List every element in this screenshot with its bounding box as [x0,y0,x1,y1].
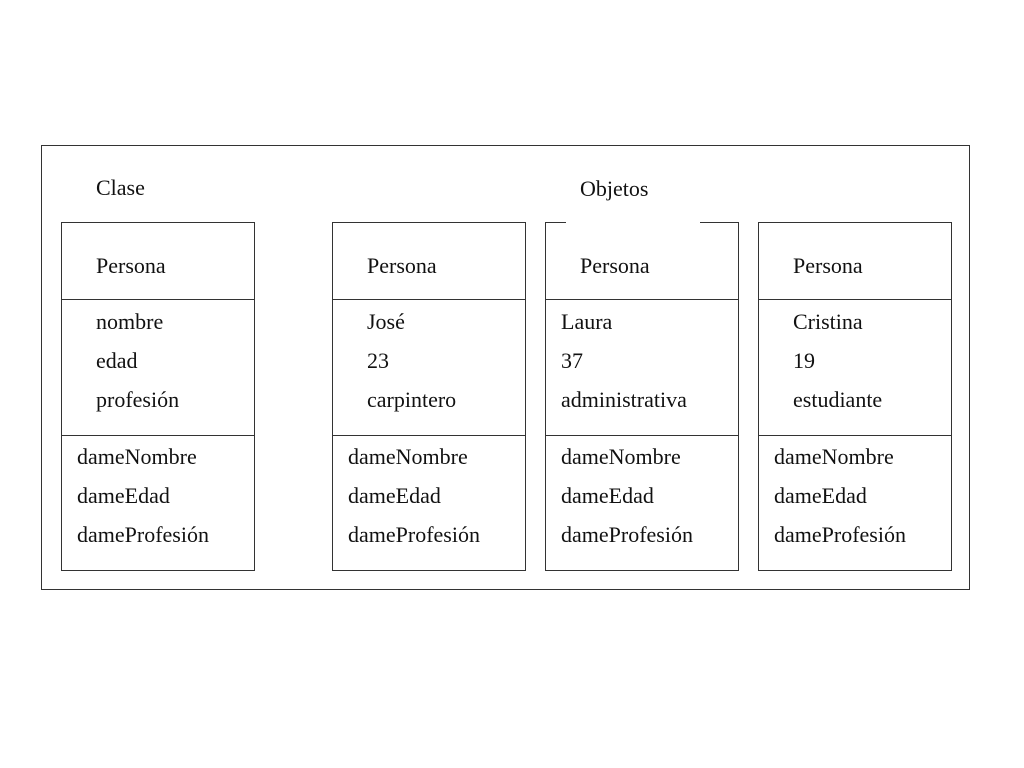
attribute-item: estudiante [793,387,883,412]
method-item: dameProfesión [77,522,209,547]
method-item: dameEdad [77,483,170,508]
method-item: dameProfesión [561,522,693,547]
card-name: Persona [333,223,525,300]
attribute-item: 23 [367,348,389,373]
card-attributes [333,300,525,436]
method-item: dameNombre [77,444,197,469]
card-attributes [62,300,254,436]
method-item: dameNombre [774,444,894,469]
attribute-item: 19 [793,348,815,373]
class-card-persona [61,222,255,571]
card-attributes [759,300,951,436]
method-item: dameNombre [561,444,681,469]
method-item: dameEdad [774,483,867,508]
method-item: dameProfesión [774,522,906,547]
card-methods [62,436,254,561]
method-item: dameNombre [348,444,468,469]
attribute-item: José [367,309,405,334]
method-item: dameProfesión [348,522,480,547]
attribute-item: carpintero [367,387,457,412]
attribute-item: Laura [561,309,613,334]
card-methods [546,436,738,561]
object-card-cristina [758,222,952,571]
method-item: dameEdad [348,483,441,508]
card-methods [759,436,951,561]
object-card-laura [545,222,739,571]
attribute-item: administrativa [561,387,687,412]
attribute-item: nombre [96,309,164,334]
attribute-item: profesión [96,387,180,412]
card-name: Persona [759,223,951,300]
object-card-jose [332,222,526,571]
card-name: Persona [546,223,738,300]
card-methods [333,436,525,561]
attribute-item: edad [96,348,138,373]
card-name: Persona [62,223,254,300]
method-item: dameEdad [561,483,654,508]
attribute-item: Cristina [793,309,863,334]
objects-section-title: Objetos [580,176,649,201]
class-section-title: Clase [96,175,145,200]
card-attributes [546,300,738,436]
border-gap [566,221,700,224]
attribute-item: 37 [561,348,583,373]
